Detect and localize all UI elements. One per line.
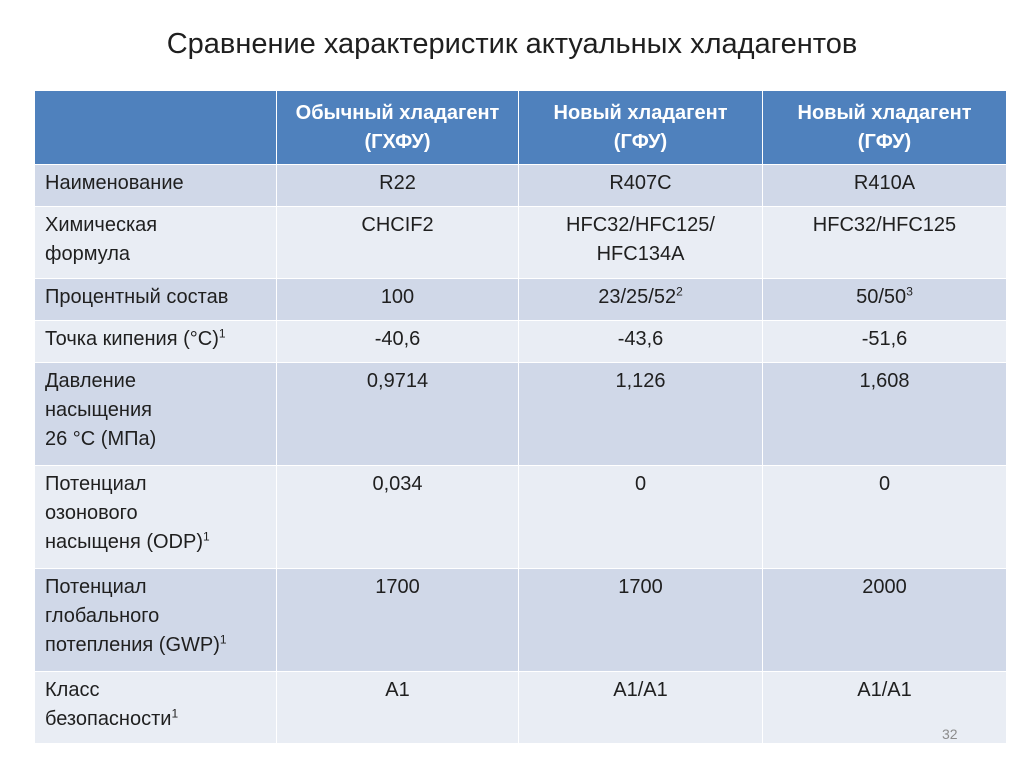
cell-value: -40,6 (374, 328, 421, 350)
table-cell (277, 569, 519, 672)
row-label (35, 321, 277, 363)
header-cell-empty (35, 91, 277, 165)
table-cell (519, 279, 763, 321)
cell-value: -51,6 (861, 328, 908, 350)
table-cell (763, 321, 1007, 363)
table-cell (519, 569, 763, 672)
row-label-line (45, 325, 266, 354)
row-label-line: Наименование (45, 172, 184, 194)
table-row (35, 279, 1007, 321)
header-cell-hfc-r407c: Новый хладагент (ГФУ) (519, 91, 763, 165)
row-label-text: Точка кипения (°C) (45, 328, 219, 350)
cell-value: 1,126 (615, 370, 666, 392)
cell-value: 0 (878, 473, 891, 495)
table-row (35, 165, 1007, 207)
row-label-line (45, 631, 266, 660)
cell-value: 23/25/52 (598, 286, 677, 308)
cell-value: A1/A1 (613, 679, 668, 701)
row-label-text: насыщеня (ODP) (45, 531, 203, 553)
row-label-line: озонового (45, 502, 138, 524)
table-cell (763, 363, 1007, 466)
table-header-row (35, 91, 1007, 165)
table-cell (763, 207, 1007, 279)
row-label-line: глобального (45, 605, 160, 627)
cell-value: HFC32/HFC125/ HFC134A (566, 214, 715, 265)
table-cell (277, 165, 519, 207)
refrigerant-comparison-table (34, 90, 1007, 744)
table-cell (277, 321, 519, 363)
row-label-line: Химическая (45, 214, 158, 236)
row-label-text: безопасности (45, 708, 172, 730)
table-cell (277, 363, 519, 466)
row-label-text: потепления (GWP) (45, 634, 220, 656)
cell-value: R410A (853, 172, 916, 194)
table-cell (519, 165, 763, 207)
header-cell-hcfc: Обычный хладагент (ГХФУ) (277, 91, 519, 165)
row-label-line: 26 °C (МПа) (45, 428, 157, 450)
table-row (35, 466, 1007, 569)
row-label (35, 279, 277, 321)
row-label (35, 363, 277, 466)
cell-value: 50/50 (856, 286, 907, 308)
table-row (35, 207, 1007, 279)
cell-value: A1/A1 (857, 679, 912, 701)
cell-value: 1,608 (859, 370, 910, 392)
cell-value: CHCIF2 (361, 214, 434, 236)
footnote-marker: 2 (676, 284, 683, 299)
table-cell (763, 165, 1007, 207)
row-label (35, 466, 277, 569)
cell-value: HFC32/HFC125 (812, 214, 957, 236)
cell-value: 1700 (618, 576, 663, 598)
footnote-marker: 1 (171, 706, 179, 721)
table-cell (277, 672, 519, 744)
table-cell (519, 363, 763, 466)
footnote-marker: 3 (906, 284, 913, 299)
cell-value: 1700 (375, 576, 420, 598)
row-label-line (45, 528, 266, 557)
cell-value: 0 (634, 473, 647, 495)
table-cell (277, 466, 519, 569)
row-label-line: Процентный состав (45, 286, 229, 308)
header-cell-hfc-r410a: Новый хладагент (ГФУ) (763, 91, 1007, 165)
footnote-marker: 1 (219, 632, 227, 647)
cell-value: 0,9714 (366, 370, 429, 392)
cell-value: 100 (380, 286, 415, 308)
row-label-line (45, 705, 266, 734)
cell-value: 0,034 (372, 473, 423, 495)
table-cell (519, 321, 763, 363)
footnote-marker: 1 (218, 326, 226, 341)
table-cell (763, 466, 1007, 569)
page-number: 32 (942, 726, 958, 742)
table-row (35, 672, 1007, 744)
table-row (35, 321, 1007, 363)
slide-title: Сравнение характеристик актуальных хладагентов (166, 28, 858, 60)
row-label (35, 569, 277, 672)
row-label-line: Давление (45, 370, 136, 392)
row-label-line: Потенциал (45, 576, 147, 598)
cell-value: A1 (385, 679, 410, 701)
row-label-line: формула (45, 243, 131, 265)
row-label (35, 672, 277, 744)
table-row (35, 363, 1007, 466)
footnote-marker: 1 (203, 529, 210, 544)
row-label-line: насыщения (45, 399, 152, 421)
table-row (35, 569, 1007, 672)
table-cell (277, 207, 519, 279)
cell-value: R22 (379, 172, 416, 194)
cell-value: 2000 (862, 576, 907, 598)
table-cell (277, 279, 519, 321)
row-label-line: Класс (45, 679, 100, 701)
table-cell (763, 569, 1007, 672)
table-cell (519, 672, 763, 744)
row-label-line: Потенциал (45, 473, 147, 495)
table-cell (763, 672, 1007, 744)
cell-value: R407C (609, 172, 672, 194)
table-cell (763, 279, 1007, 321)
table-cell (519, 466, 763, 569)
row-label (35, 207, 277, 279)
cell-value: -43,6 (617, 328, 664, 350)
table-cell (519, 207, 763, 279)
row-label (35, 165, 277, 207)
